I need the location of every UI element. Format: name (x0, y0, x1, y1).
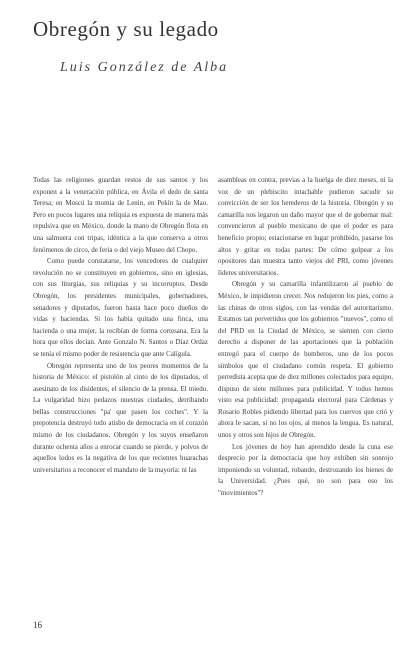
paragraph: asambleas en contra, previas a la huelga de diez meses, ni la voz de un plebiscito intachable pudieron sacudir su convicción de ser los herederos de la historia. Obregón y su camarilla nos legaron un daño mayor que el de gobernar mal: convencieron al pueblo mexicano de que el poder es para beneficio propio; estacionarse en lugar prohibido, pasarse los altos y gritar en todas partes: De cómo golpear a los opositores dan muestra tanto viejos del PRI, como jóvenes líderes universitarios. (218, 176, 393, 277)
left-column (33, 175, 208, 476)
paragraph: Obregón y su camarilla infantilizaron al pueblo de México, le impidieron crecer. Nos redujeron los pies, como a las chinas de otros siglos, con las vendas del autoritarismo. Estamos tan pervertidos que los gobiernos "nuevos", como el del PRD en la Ciudad de México, se sienten con cierto derecho a disponer de las aportaciones que la población entregó para el cuerpo de bomberos, uno de los pocos símbolos que el ciudadano común respeta. El gobierno perredista acepta que de diez millones colectados para equipo, dispuso de siete millones para publicidad. Y todos hemos visto esa publicidad: propaganda electoral para Cárdenas y Rosario Robles pidiendo libertad para los cuervos que crió y ahora le sacan, si no los ojos, al menos la lengua. Es natural, unos y otros son hijos de Obregón. (218, 280, 393, 440)
paragraph: Todas las religiones guardan restos de sus santos y los exponen a la veneración pública, en Ávila el dedo de santa Teresa; en Moscú la momia de Lenin, en Pekín la de Mao. Pero en pocos lugares una reliquia es expuesta de manera más repulsiva que en México, donde la mano de Obregón flota en una salmuera con tripas, idéntica a la que conserva a otros fenómenos de circo, de feria o del viejo Museo del Chopo. (33, 176, 208, 254)
paragraph: Obregón representa uno de los peores momentos de la historia de México: el pistolón al cinto de los diputados, el asesinato de los disidentes, el silencio de la prensa. El miedo. La vulgaridad hizo pedazos nuestras ciudades, derribando bellas construcciones "pa' que pasen los coches". Y la prepotencia destruyó todo atisbo de democracia en el corazón mismo de los ciudadanos. Obregón y los suyos enseñaron durante ochenta años a enrocar cuando se pierde, y polvos de aquellos lodos es la negativa de los que recientes huarachas universitarios a reconocer el mandato de la mayoría: ni las (33, 361, 208, 474)
page-number: 16 (33, 620, 42, 630)
article-author: Luis González de Alba (60, 60, 229, 75)
article-title: Obregón y su legado (33, 17, 219, 41)
paragraph: Los jóvenes de hoy han aprendido desde la cuna ese desprecio por la democracia que hoy exhiben sin sonrojo imponiendo su voluntad, robando, destrozando los bienes de la Universidad. ¿Pues qué, no son para eso los "movimientos"? (218, 442, 393, 498)
right-column (218, 175, 393, 500)
paragraph: Como puede constatarse, los vencedores de cualquier revolución no se constituyen en gobiernos, sino en iglesias, con sus liturgias, sus reliquias y su incorruptos. Desde Obregón, los presidentes municipales, gobernadores, senadores y diputados, fueron hasta hace poco dueños de vidas y haciendas. Si los había quitado una finca, una hacienda o una mujer, la recibían de forma cortesana. Era la hora que ellos decían. Ante Gonzalo N. Santos o Díaz Ordaz se tenía el mismo poder de resistencia que ante Calígula. (33, 257, 208, 358)
